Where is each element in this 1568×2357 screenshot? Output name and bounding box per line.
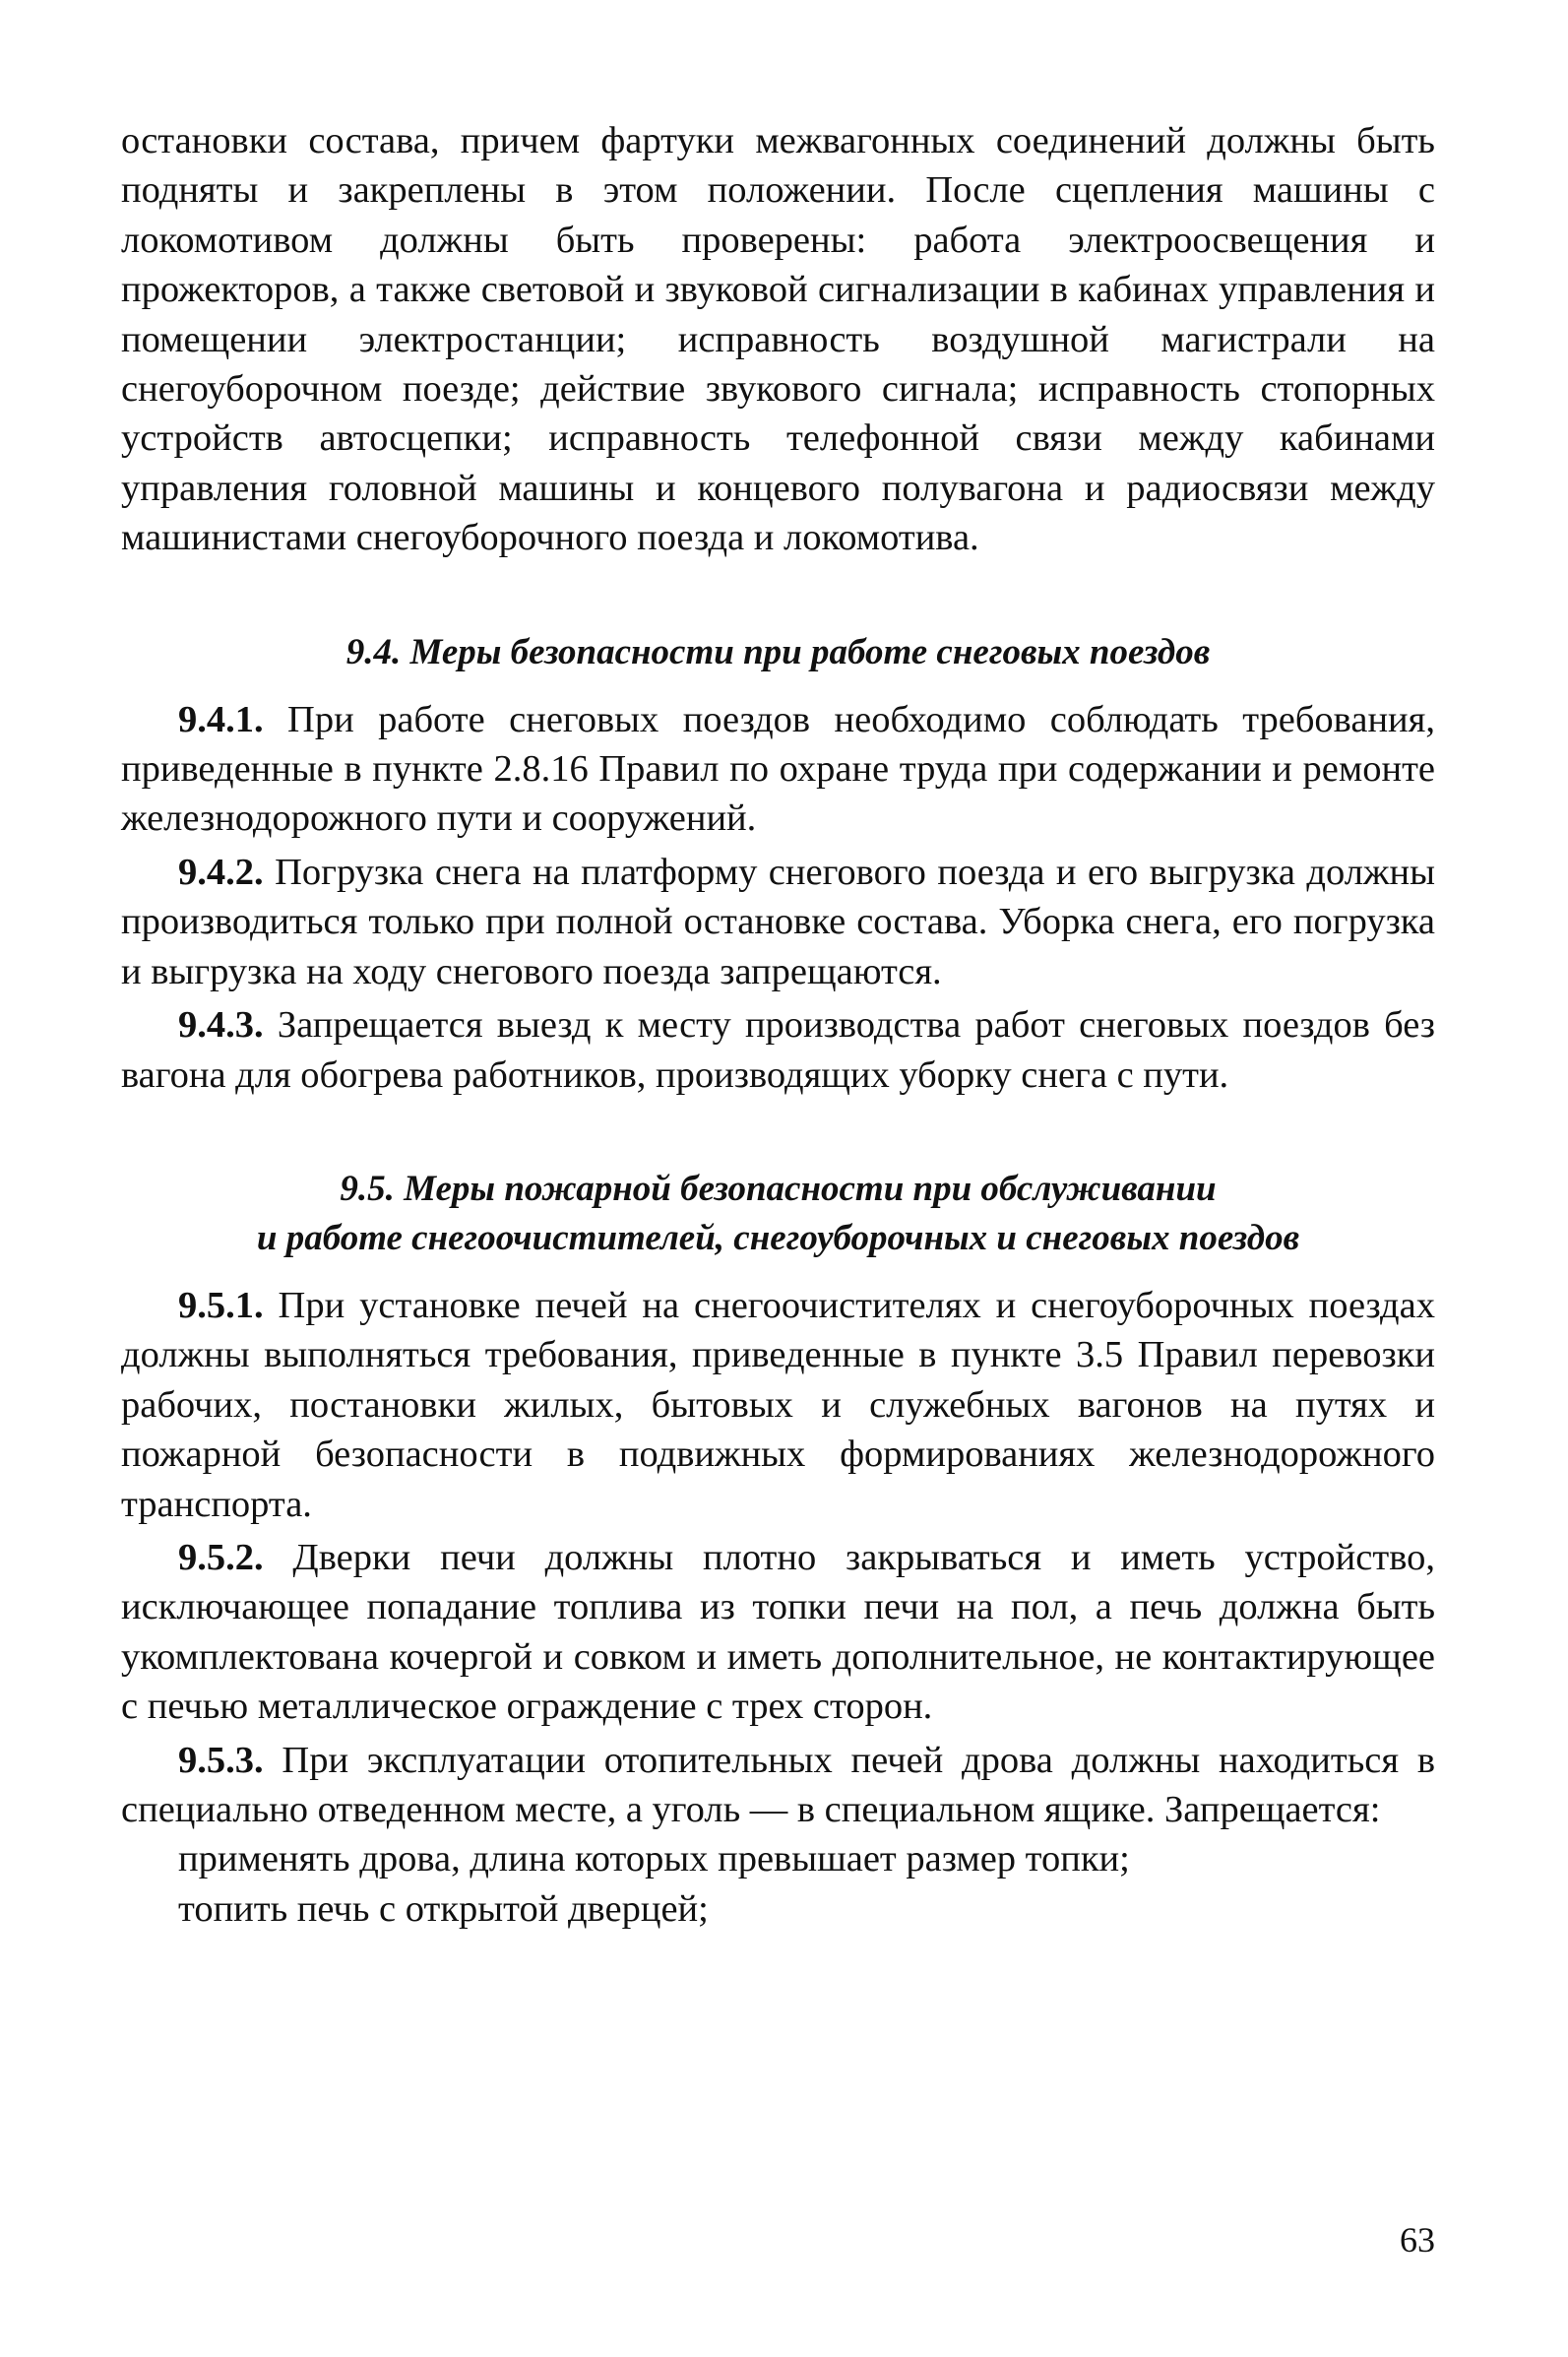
intro-paragraph: остановки состава, причем фартуки межвагонных соединений должны быть подняты и закреплены в этом положении. После сцепления машины с локомотивом должны быть проверены: работа электроосвещения и прожекторов, а также световой и звуковой сигнализации в кабинах управления и помещении электростанции; исправность воздушной магистрали на снегоуборочном поезде; действие звукового сигнала; исправность стопорных устройств автосцепки; исправность телефонной связи между кабинами управления головной машины и концевого полувагона и радиосвязи между машинистами снегоуборочного поезда и локомотива. <box>121 120 1435 559</box>
clause-9-5-3 <box>121 1736 1435 1835</box>
section-9-4-heading <box>121 628 1435 677</box>
page-number: 63 <box>1400 2220 1435 2260</box>
clause-number: 9.5.3. <box>178 1739 264 1781</box>
section-9-5 <box>121 1165 1435 1934</box>
intro-block <box>121 116 1435 563</box>
clause-number: 9.4.2. <box>178 851 264 893</box>
clause-text: Запрещается выезд к месту производства работ снеговых поездов без вагона для обогрева работников, производящих уборку снега с пути. <box>121 1004 1435 1096</box>
clause-text: При установке печей на снегоочистителях и снегоуборочных поездах должны выполняться требования, приведенные в пункте 3.5 Правил перевозки рабочих, постановки жилых, бытовых и служебных вагонов на путях и пожарной безопасности в подвижных формированиях железнодорожного транспорта. <box>121 1284 1435 1525</box>
section-9-4-heading-text: 9.4. Меры безопасности при работе снеговых поездов <box>345 631 1211 672</box>
clause-number: 9.5.1. <box>178 1284 264 1326</box>
clause-number: 9.4.1. <box>178 698 264 740</box>
clause-9-4-2 <box>121 848 1435 996</box>
section-9-5-heading-line1: 9.5. Меры пожарной безопасности при обслуживании <box>340 1168 1217 1209</box>
clause-text: Погрузка снега на платформу снегового поезда и его выгрузка должны производиться только при полной остановке состава. Уборка снега, его погрузка и выгрузка на ходу снегового поезда запрещаются. <box>121 851 1435 992</box>
clause-text: При работе снеговых поездов необходимо соблюдать требования, приведенные в пункте 2.8.16 Правил по охране труда при содержании и ремонте железнодорожного пути и сооружений. <box>121 698 1435 840</box>
clause-text: Дверки печи должны плотно закрываться и иметь устройство, исключающее попадание топлива из топки печи на пол, а печь должна быть укомплектована кочергой и совком и иметь дополнительное, не контактирующее с печью металлическое ограждение с трех сторон. <box>121 1536 1435 1728</box>
clause-9-5-1 <box>121 1281 1435 1529</box>
clause-number: 9.4.3. <box>178 1004 264 1047</box>
clause-9-4-3 <box>121 1000 1435 1100</box>
section-9-4 <box>121 628 1435 1100</box>
section-9-5-heading <box>121 1165 1435 1263</box>
prohibition-list-item: применять дрова, длина которых превышает размер топки; <box>178 1838 1130 1880</box>
clause-9-5-2 <box>121 1533 1435 1732</box>
clause-9-4-1 <box>121 695 1435 844</box>
clause-number: 9.5.2. <box>178 1536 264 1578</box>
prohibition-list-item: топить печь с открытой дверцей; <box>178 1887 709 1930</box>
section-9-5-heading-line2: и работе снегоочистителей, снегоуборочных и снеговых поездов <box>256 1217 1300 1258</box>
clause-text: При эксплуатации отопительных печей дрова должны находиться в специально отведенном месте, а уголь — в специальном ящике. Запрещается: <box>121 1739 1435 1830</box>
